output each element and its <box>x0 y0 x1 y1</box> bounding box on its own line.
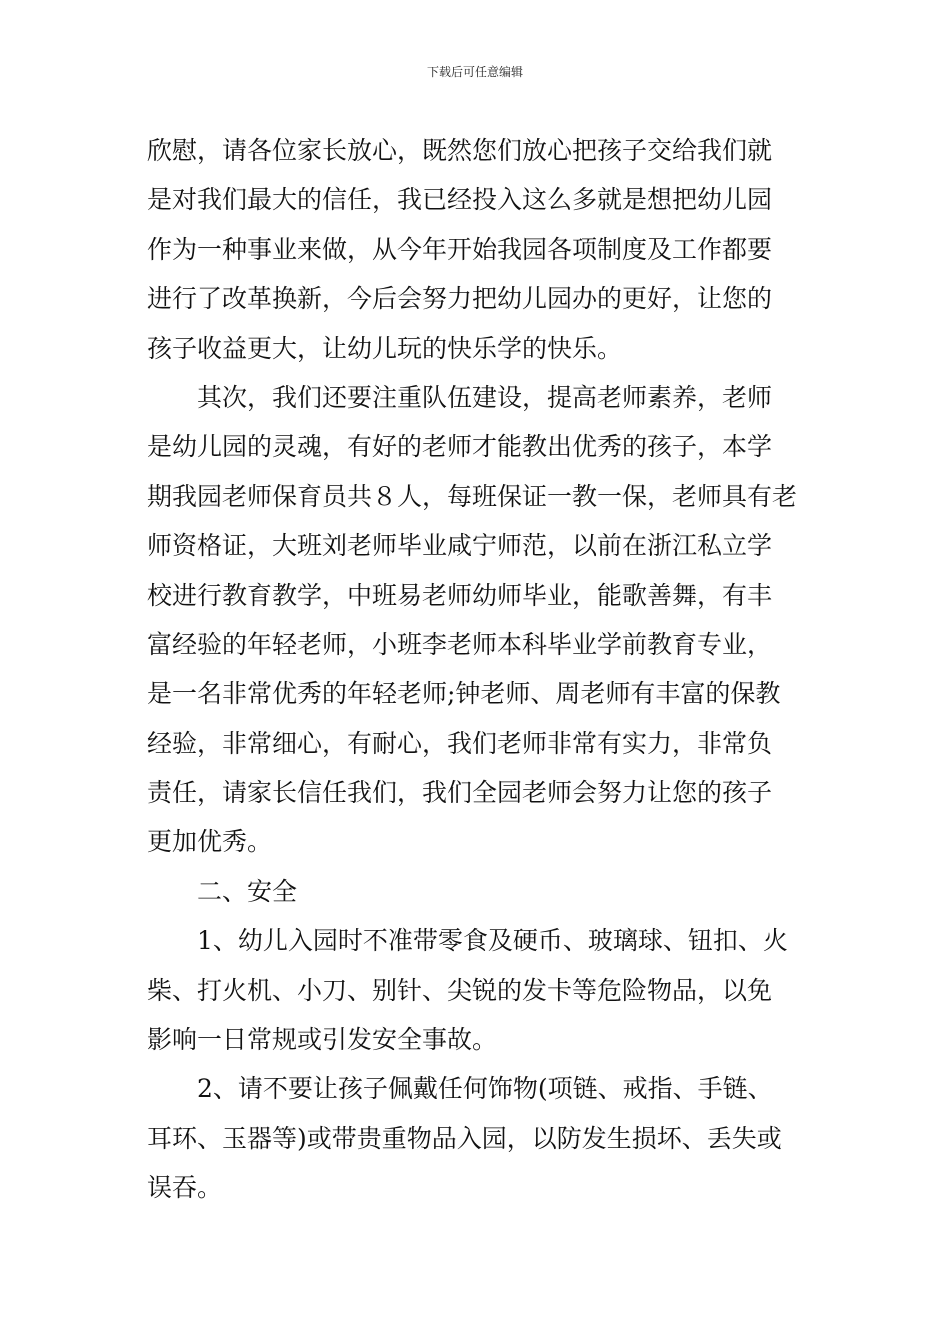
text-line: 欣慰，请各位家长放心，既然您们放心把孩子交给我们就 <box>147 136 773 165</box>
text-line: 耳环、玉器等)或带贵重物品入园，以防发生损坏、丢失或 <box>147 1123 782 1153</box>
text-line: 进行了改革换新，今后会努力把幼儿园办的更好，让您的 <box>147 284 773 314</box>
text-line: 1、幼儿入园时不准带零食及硬币、玻璃球、钮扣、火 <box>197 926 788 956</box>
text-line: 期我园老师保育员共８人，每班保证一教一保，老师具有老 <box>147 481 798 511</box>
text-line: 影响一日常规或引发安全事故。 <box>147 1025 498 1055</box>
text-line: 是对我们最大的信任，我已经投入这么多就是想把幼儿园 <box>147 185 773 215</box>
text-line: 富经验的年轻老师，小班李老师本科毕业学前教育专业， <box>147 629 773 659</box>
text-line: 其次，我们还要注重队伍建设，提高老师素养，老师 <box>197 382 773 412</box>
section-heading: 二、安全 <box>197 876 298 906</box>
text-line: 是幼儿园的灵魂，有好的老师才能教出优秀的孩子，本学 <box>147 432 773 462</box>
text-line: 孩子收益更大，让幼儿玩的快乐学的快乐。 <box>147 333 623 363</box>
text-line: 2、请不要让孩子佩戴任何饰物(项链、戒指、手链、 <box>197 1074 773 1104</box>
text-line: 校进行教育教学，中班易老师幼师毕业，能歌善舞，有丰 <box>147 580 773 610</box>
text-line: 师资格证，大班刘老师毕业咸宁师范，以前在浙江私立学 <box>147 531 773 561</box>
text-line: 更加优秀。 <box>147 827 273 857</box>
text-line: 作为一种事业来做，从今年开始我园各项制度及工作都要 <box>147 234 773 264</box>
text-line: 责任，请家长信任我们，我们全园老师会努力让您的孩子 <box>147 778 773 808</box>
text-line: 误吞。 <box>147 1173 223 1203</box>
text-line: 柴、打火机、小刀、别针、尖锐的发卡等危险物品，以免 <box>147 975 773 1005</box>
document-body <box>147 126 807 1213</box>
text-line: 是一名非常优秀的年轻老师;钟老师、周老师有丰富的保教 <box>147 679 781 709</box>
page-header: 下载后可任意编辑 <box>426 65 523 79</box>
text-line: 经验，非常细心，有耐心，我们老师非常有实力，非常负 <box>147 728 773 758</box>
